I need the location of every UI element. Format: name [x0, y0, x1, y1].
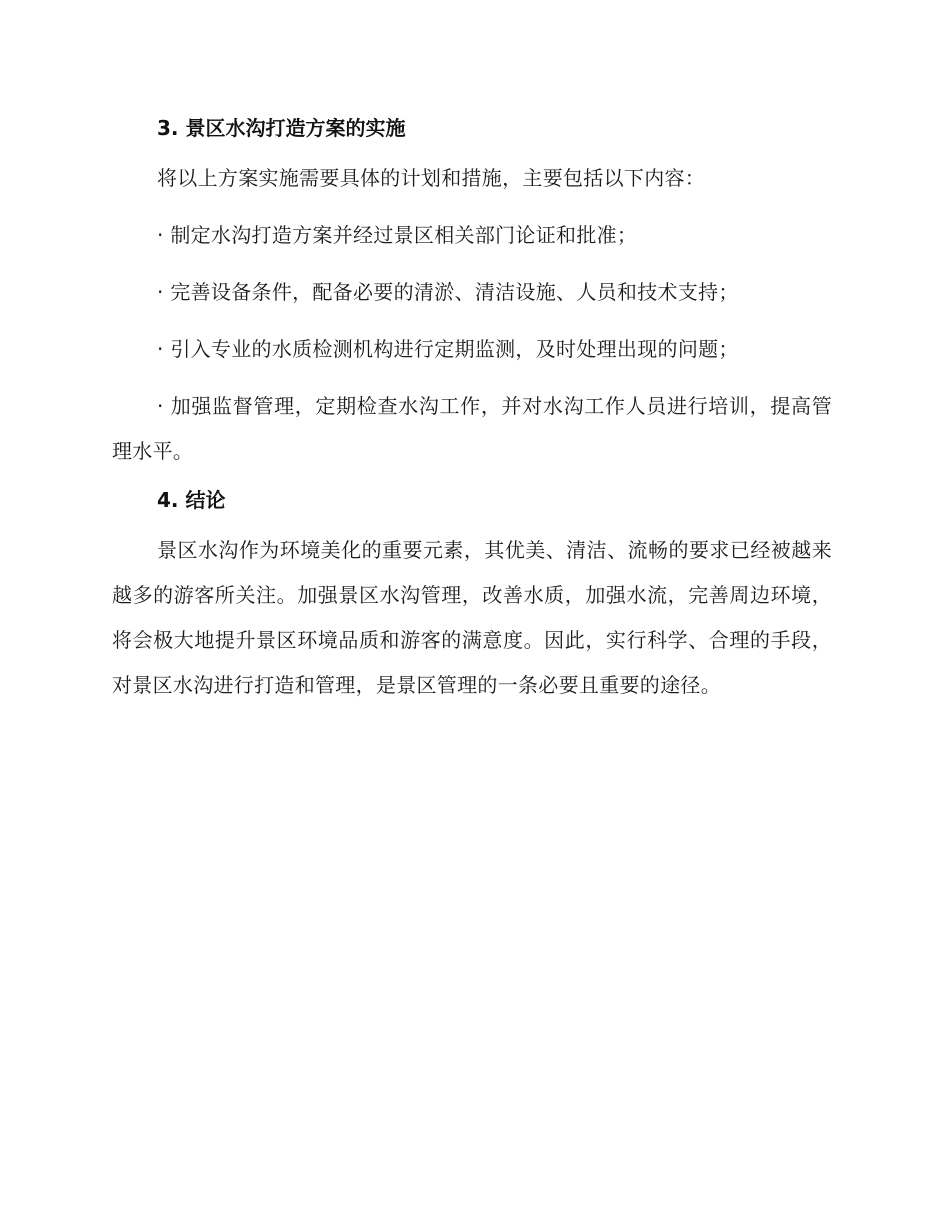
section-4-heading: 4. 结论	[157, 488, 226, 512]
section-3-intro: 将以上方案实施需要具体的计划和措施，主要包括以下内容：	[157, 166, 706, 190]
bullet-item-2: · 完善设备条件，配备必要的清淤、清洁设施、人员和技术支持；	[157, 280, 739, 304]
bullet-item-3: · 引入专业的水质检测机构进行定期监测，及时处理出现的问题；	[157, 337, 739, 361]
bullet-item-1: · 制定水沟打造方案并经过景区相关部门论证和批准；	[157, 223, 638, 247]
bullet-item-4: · 加强监督管理，定期检查水沟工作，并对水沟工作人员进行培训，提高管理水平。	[112, 394, 832, 463]
conclusion-paragraph: 景区水沟作为环境美化的重要元素，其优美、清洁、流畅的要求已经被越来越多的游客所关注。加强景区水沟管理，改善水质，加强水流，完善周边环境，将会极大地提升景区环境品质和游客的满意度。因此，实行科学、合理的手段，对景区水沟进行打造和管理，是景区管理的一条必要且重要的途径。	[112, 538, 832, 697]
section-3-heading: 3. 景区水沟打造方案的实施	[157, 116, 406, 140]
document-page	[112, 112, 832, 708]
